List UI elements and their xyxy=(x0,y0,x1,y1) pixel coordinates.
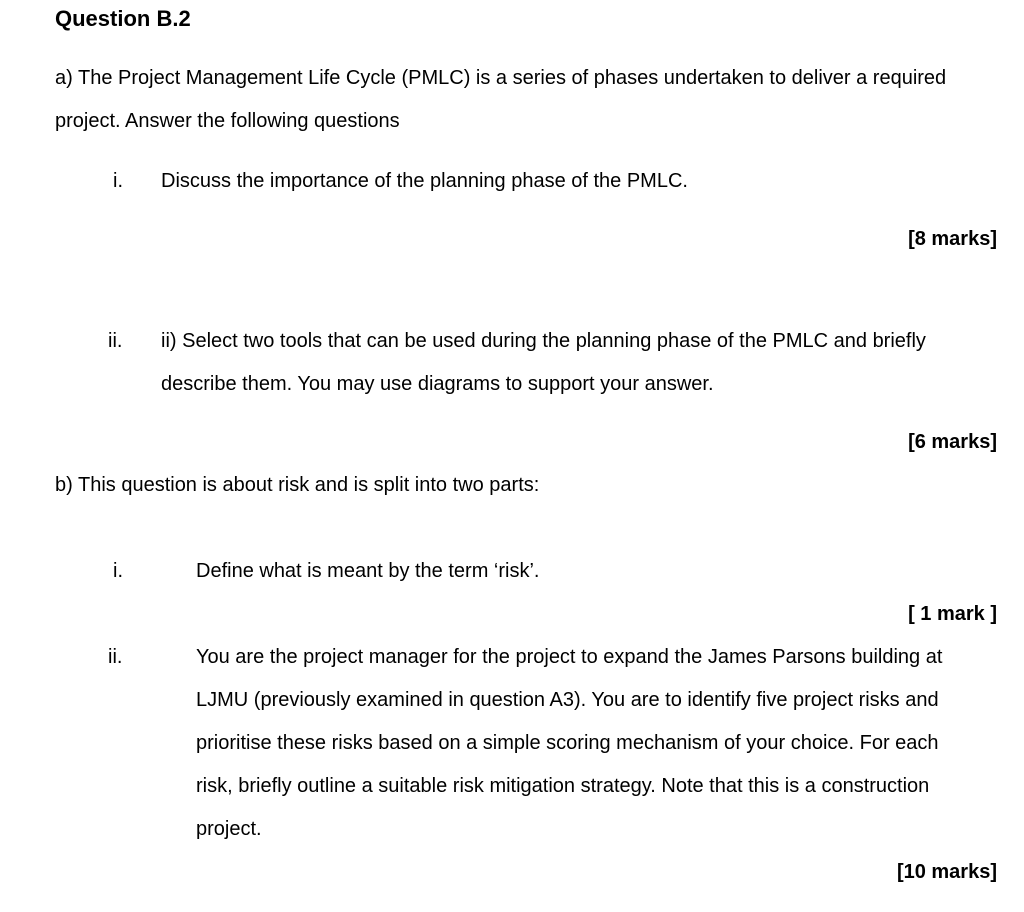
part-b-q2-number: ii. xyxy=(108,646,123,668)
part-a-q2-number: ii. xyxy=(108,330,123,352)
part-b-q1-text: Define what is meant by the term ‘risk’. xyxy=(196,560,540,582)
part-b-q2-marks: [10 marks] xyxy=(896,861,997,883)
part-a-q1-text: Discuss the importance of the planning phase of the PMLC. xyxy=(161,170,688,192)
part-a-q2-line-2: describe them. You may use diagrams to support your answer. xyxy=(161,373,714,395)
part-b-q2-line-3: prioritise these risks based on a simple scoring mechanism of your choice. For each xyxy=(196,732,939,754)
part-b-q2-line-5: project. xyxy=(196,818,262,840)
part-a-q2-line-1: ii) Select two tools that can be used during the planning phase of the PMLC and briefly xyxy=(161,330,926,352)
part-b-q2-line-2: LJMU (previously examined in question A3). You are to identify five project risks and xyxy=(196,689,939,711)
part-a-q2-marks: [6 marks] xyxy=(908,431,997,453)
part-a-intro-line-2: project. Answer the following questions xyxy=(55,110,400,132)
part-a-q1-number: i. xyxy=(113,170,123,192)
part-b-q1-number: i. xyxy=(113,560,123,582)
part-b-q1-marks: [ 1 mark ] xyxy=(908,603,997,625)
part-a-intro-line-1: a) The Project Management Life Cycle (PMLC) is a series of phases undertaken to deliver a required xyxy=(55,67,947,89)
part-a-q1-marks: [8 marks] xyxy=(908,228,997,250)
part-b-q2-line-4: risk, briefly outline a suitable risk mitigation strategy. Note that this is a construction xyxy=(196,775,930,797)
part-b-intro: b) This question is about risk and is split into two parts: xyxy=(55,474,540,496)
question-title: Question B.2 xyxy=(55,6,191,31)
part-b-q2-line-1: You are the project manager for the project to expand the James Parsons building at xyxy=(196,646,943,668)
